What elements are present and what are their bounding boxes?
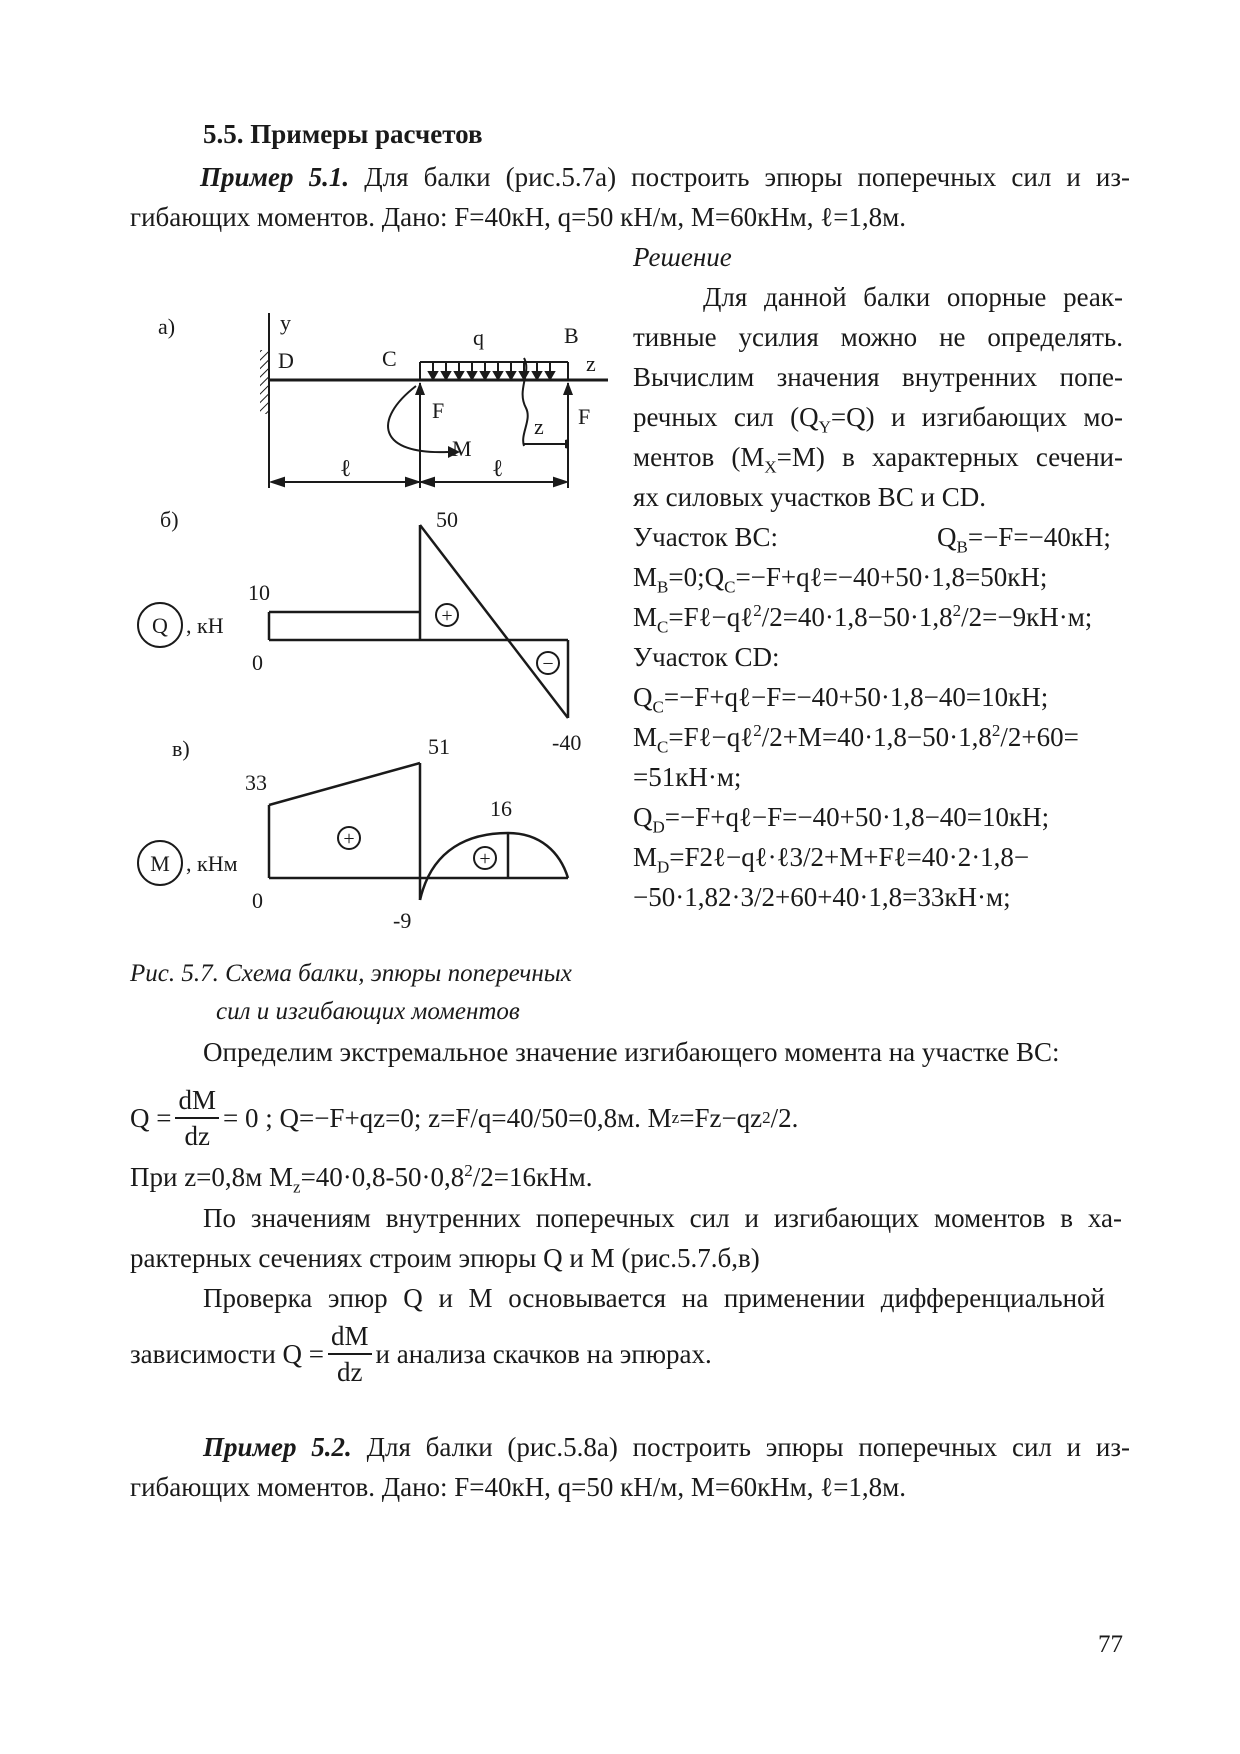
q-minus-sign <box>537 652 559 675</box>
q-val-50: 50 <box>436 507 458 532</box>
extremum-formula: Q = $\frac{dM}{dz}$ = 0 ; Q=−F+qz=0; z=F/q=40/50=0,8м. M z =Fz−qz 2 /2. <box>130 1085 799 1151</box>
extremum-value: При z=0,8м $M_z=40\cdot 0,8-50\cdot 0,8^2/2=16кНм$. <box>130 1161 593 1197</box>
label-C: C <box>382 346 397 371</box>
q-val-neg40: -40 <box>552 730 582 755</box>
example1-line2: гибающих моментов. Дано: F=40кН, q=50 кН/м, M=60кНм, ℓ=1,8м. <box>130 202 907 232</box>
label-B: B <box>564 323 579 348</box>
cd-label: Участок CD: <box>633 642 780 672</box>
cd-line5: $M_D=F2\ell-q\ell\cdot\ell 3/2+M+F\ell=40\cdot 2\cdot 1,8-$ <box>633 842 1030 877</box>
cd-line6: −50·1,82·3/2+60+40·1,8=33кН·м; <box>633 882 1011 912</box>
example2-label: Пример 5.2. <box>203 1432 352 1462</box>
m-axis-label <box>138 841 238 885</box>
summary-p2-line1: Проверка эпюр Q и M основывается на применении дифференциальной <box>203 1283 1105 1313</box>
figure-caption-line1: Рис. 5.7. Схема балки, эпюры поперечных <box>130 960 572 987</box>
m-val-16: 16 <box>490 796 512 821</box>
solution-line2: тивные усилия можно не определять. <box>633 322 1123 352</box>
fraction-dM-dz: $\frac{dM}{dz}$ <box>175 1083 219 1153</box>
force-F-at-B <box>563 382 573 428</box>
solution-line3: Вычислим значения внутренних попе- <box>633 362 1123 392</box>
q-plus-sign <box>436 604 458 627</box>
example1-text1: Для балки (рис.5.7а) построить эпюры поперечных сил и из- <box>364 162 1131 192</box>
m-val-0: 0 <box>252 888 263 913</box>
svg-text:+: + <box>479 848 491 870</box>
wall-support <box>260 313 269 488</box>
cd-line4: $Q_D=-F+q\ell-F=-40+50\cdot 1,8-40=10кН$; <box>633 802 1050 837</box>
distributed-load <box>420 362 568 380</box>
label-D: D <box>278 348 294 373</box>
q-val-0: 0 <box>252 650 263 675</box>
svg-text:+: + <box>441 605 453 627</box>
bc-line3: $M_C=F\ell-q\ell^2/2=40\cdot 1,8-50\cdot 1,8^2/2=-9кН\cdot м$; <box>633 601 1093 637</box>
label-y: y <box>280 310 291 335</box>
label-M-scheme: M <box>452 436 472 461</box>
bc-line2: $M_B=0;Q_C=-F+q\ell=-40+50\cdot 1,8=50кН$; <box>633 562 1048 597</box>
solution-line4: речных сил $(Q_Y=Q)$ и изгибающих мо- <box>633 402 1123 437</box>
example2-line1 <box>130 1427 1130 1467</box>
q-val-10: 10 <box>248 580 270 605</box>
cd-line1: $Q_C=-F+q\ell-F=-40+50\cdot 1,8-40=10кН$; <box>633 682 1049 717</box>
q-axis-label <box>138 603 224 647</box>
q-diagram <box>269 525 568 718</box>
force-F-at-C <box>415 382 425 455</box>
summary-p1-line1: По значениям внутренних поперечных сил и изгибающих моментов в ха- <box>203 1203 1122 1233</box>
summary-p2-line2: зависимости Q = $\frac{dM}{dz}$ и анализа скачков на эпюрах. <box>130 1321 712 1387</box>
label-F2: F <box>578 404 591 429</box>
extremum-intro: Определим экстремальное значение изгибающего момента на участке BC: <box>203 1037 1060 1067</box>
svg-text:, кНм: , кНм <box>186 851 238 876</box>
label-z: z <box>586 351 596 376</box>
example1-label: Пример 5.1. <box>200 162 350 192</box>
solution-line5: ментов $(M_X=M)$ в характерных сечени- <box>633 442 1123 477</box>
svg-text:M: M <box>150 851 170 876</box>
bc-label: Участок BC: <box>633 522 778 552</box>
solution-heading: Решение <box>633 242 732 272</box>
bc-qb: $Q_B=-F=-40кН$; <box>937 522 1111 557</box>
label-l2: ℓ <box>492 456 504 482</box>
svg-text:−: − <box>542 653 554 675</box>
example2-text1: Для балки (рис.5.8а) построить эпюры поперечных сил и из- <box>366 1432 1130 1462</box>
m-val-neg9: -9 <box>393 908 412 933</box>
m-val-33: 33 <box>245 770 267 795</box>
solution-line1: Для данной балки опорные реак- <box>703 282 1123 312</box>
figure-5-7 <box>0 0 640 1000</box>
fig-label-a: а) <box>158 314 176 339</box>
example2-line2: гибающих моментов. Дано: F=40кН, q=50 кН/м, M=60кНм, ℓ=1,8м. <box>130 1472 907 1502</box>
svg-text:Q: Q <box>152 613 168 638</box>
label-z-dim: z <box>534 414 544 439</box>
label-F1: F <box>432 398 445 423</box>
label-q: q <box>473 325 484 350</box>
page-number: 77 <box>1098 1631 1123 1658</box>
summary-p1-line2: рактерных сечениях строим эпюры Q и M (рис.5.7.б,в) <box>130 1243 760 1273</box>
fig-label-b: б) <box>160 507 179 532</box>
m-plus-sign-1 <box>338 827 360 850</box>
moment-M <box>388 386 460 458</box>
cd-line2: $M_C=F\ell-q\ell^2/2+M=40\cdot 1,8-50\cdot 1,8^2/2+60=$ <box>633 721 1079 757</box>
cd-line3: =51кН·м; <box>633 762 742 792</box>
m-plus-sign-2 <box>474 847 496 870</box>
label-l1: ℓ <box>340 456 352 482</box>
fig-label-v: в) <box>172 736 190 761</box>
svg-text:, кН: , кН <box>186 613 224 638</box>
section-title: 5.5. Примеры расчетов <box>203 119 483 149</box>
fraction-dM-dz-2: $\frac{dM}{dz}$ <box>328 1319 372 1389</box>
solution-line6: ях силовых участков BC и CD. <box>633 482 987 512</box>
figure-caption-line2: сил и изгибающих моментов <box>216 998 520 1025</box>
svg-text:+: + <box>343 828 355 850</box>
m-val-51: 51 <box>428 734 450 759</box>
m-diagram <box>269 763 568 900</box>
